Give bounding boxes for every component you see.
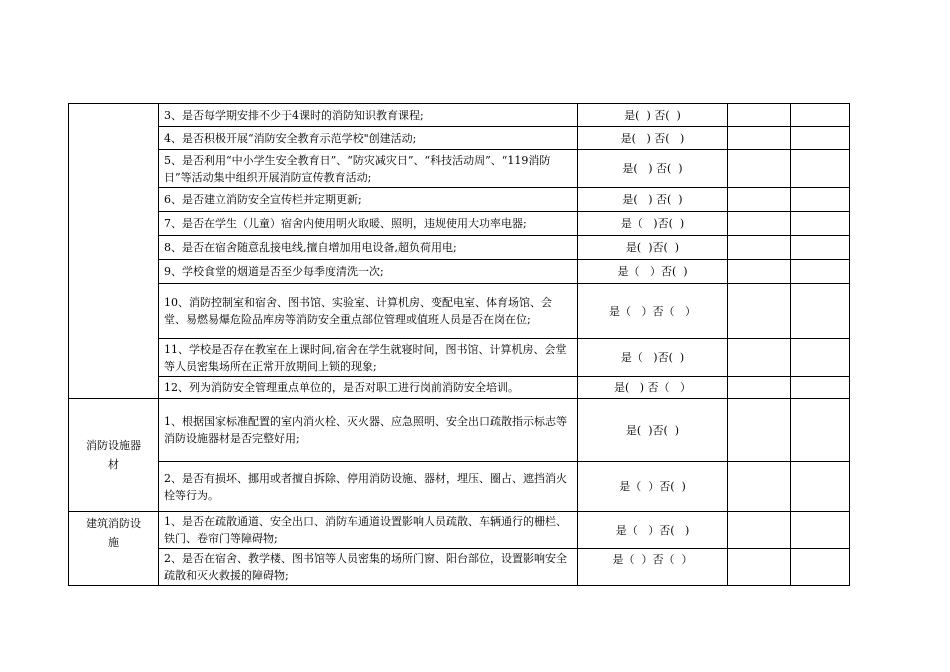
remark-cell[interactable] xyxy=(791,462,850,512)
remark-cell[interactable] xyxy=(791,512,850,549)
remark-cell[interactable] xyxy=(791,104,850,127)
remark-cell[interactable] xyxy=(791,399,850,462)
result-cell[interactable] xyxy=(728,462,791,512)
check-item: 3、是否每学期安排不少于4课时的消防知识教育课程; xyxy=(159,104,578,127)
result-cell[interactable] xyxy=(728,188,791,212)
result-cell[interactable] xyxy=(728,150,791,188)
result-cell[interactable] xyxy=(728,236,791,260)
check-item: 9、学校食堂的烟道是否至少每季度清洗一次; xyxy=(159,260,578,284)
yes-no-field[interactable]: 是( ) 否( ) xyxy=(578,188,728,212)
yes-no-field[interactable]: 是（ )否( ) xyxy=(578,212,728,236)
remark-cell[interactable] xyxy=(791,339,850,377)
check-item: 2、是否有损坏、挪用或者擅自拆除、停用消防设施、器材，埋压、圈占、遮挡消火栓等行为。 xyxy=(159,462,578,512)
table-row xyxy=(69,549,850,586)
result-cell[interactable] xyxy=(728,284,791,339)
result-cell[interactable] xyxy=(728,377,791,399)
remark-cell[interactable] xyxy=(791,377,850,399)
inspection-checklist-table xyxy=(68,103,850,586)
category-cell xyxy=(69,512,159,586)
result-cell[interactable] xyxy=(728,549,791,586)
yes-no-field[interactable]: 是( ) 否( ) xyxy=(578,104,728,127)
check-item: 10、消防控制室和宿舍、图书馆、实验室、计算机房、变配电室、体育场馆、会堂、易燃易爆危险品库房等消防安全重点部位管理或值班人员是否在岗在位; xyxy=(159,284,578,339)
category-label: 消防设施器 材 xyxy=(86,439,156,471)
yes-no-field[interactable]: 是（ ）否( ) xyxy=(578,260,728,284)
result-cell[interactable] xyxy=(728,127,791,150)
table-row xyxy=(69,377,850,399)
table-row xyxy=(69,462,850,512)
result-cell[interactable] xyxy=(728,260,791,284)
yes-no-field[interactable]: 是（ ）否( ) xyxy=(578,512,728,549)
yes-no-field[interactable]: 是( )否( ) xyxy=(578,399,728,462)
remark-cell[interactable] xyxy=(791,212,850,236)
yes-no-field[interactable]: 是( )否( ) xyxy=(578,236,728,260)
table-row xyxy=(69,188,850,212)
category-label: 建筑消防设 施 xyxy=(86,517,156,549)
check-item: 1、根据国家标准配置的室内消火栓、灭火器、应急照明、安全出口疏散指示标志等消防设施器材是否完整好用; xyxy=(159,399,578,462)
result-cell[interactable] xyxy=(728,512,791,549)
table-row xyxy=(69,339,850,377)
table-row xyxy=(69,127,850,150)
category-cell xyxy=(69,104,159,399)
result-cell[interactable] xyxy=(728,399,791,462)
check-item: 4、是否积极开展“消防安全教育示范学校"创建活动; xyxy=(159,127,578,150)
remark-cell[interactable] xyxy=(791,236,850,260)
result-cell[interactable] xyxy=(728,212,791,236)
check-item: 11、学校是否存在教室在上课时间,宿舍在学生就寝时间，图书馆、计算机房、会堂等人员密集场所在正常开放期间上锁的现象; xyxy=(159,339,578,377)
yes-no-field[interactable]: 是（ )否( ) xyxy=(578,339,728,377)
table-row xyxy=(69,399,850,462)
check-item: 6、是否建立消防安全宣传栏并定期更新; xyxy=(159,188,578,212)
check-item: 1、是否在疏散通道、安全出口、消防车通道设置影响人员疏散、车辆通行的栅栏、铁门、卷帘门等障碍物; xyxy=(159,512,578,549)
category-cell xyxy=(69,399,159,512)
result-cell[interactable] xyxy=(728,104,791,127)
table-row xyxy=(69,236,850,260)
table-row xyxy=(69,284,850,339)
yes-no-field[interactable]: 是( ) 否（ ） xyxy=(578,377,728,399)
check-item: 5、是否利用“中小学生安全教育日”、“防灾减灾日”、“科技活动周”、“119消防日”等活动集中组织开展消防宣传教育活动; xyxy=(159,150,578,188)
remark-cell[interactable] xyxy=(791,150,850,188)
table-row xyxy=(69,512,850,549)
result-cell[interactable] xyxy=(728,339,791,377)
check-item: 12、列为消防安全管理重点单位的，是否对职工进行岗前消防安全培训。 xyxy=(159,377,578,399)
check-item: 2、是否在宿舍、教学楼、图书馆等人员密集的场所门窗、阳台部位，设置影响安全疏散和灭火救援的障碍物; xyxy=(159,549,578,586)
yes-no-field[interactable]: 是（ ）否( ) xyxy=(578,462,728,512)
yes-no-field[interactable]: 是（ ）否（ ） xyxy=(578,549,728,586)
table-row xyxy=(69,104,850,127)
check-item: 8、是否在宿舍随意乱接电线,擅自增加用电设备,超负荷用电; xyxy=(159,236,578,260)
remark-cell[interactable] xyxy=(791,549,850,586)
remark-cell[interactable] xyxy=(791,260,850,284)
yes-no-field[interactable]: 是( ) 否( ) xyxy=(578,150,728,188)
table-row xyxy=(69,260,850,284)
yes-no-field[interactable]: 是（ ）否（ ） xyxy=(578,284,728,339)
table-row xyxy=(69,150,850,188)
yes-no-field[interactable]: 是( ) 否( ) xyxy=(578,127,728,150)
remark-cell[interactable] xyxy=(791,284,850,339)
remark-cell[interactable] xyxy=(791,127,850,150)
remark-cell[interactable] xyxy=(791,188,850,212)
check-item: 7、是否在学生（儿童）宿舍内使用明火取暖、照明，违规使用大功率电器; xyxy=(159,212,578,236)
table-row xyxy=(69,212,850,236)
